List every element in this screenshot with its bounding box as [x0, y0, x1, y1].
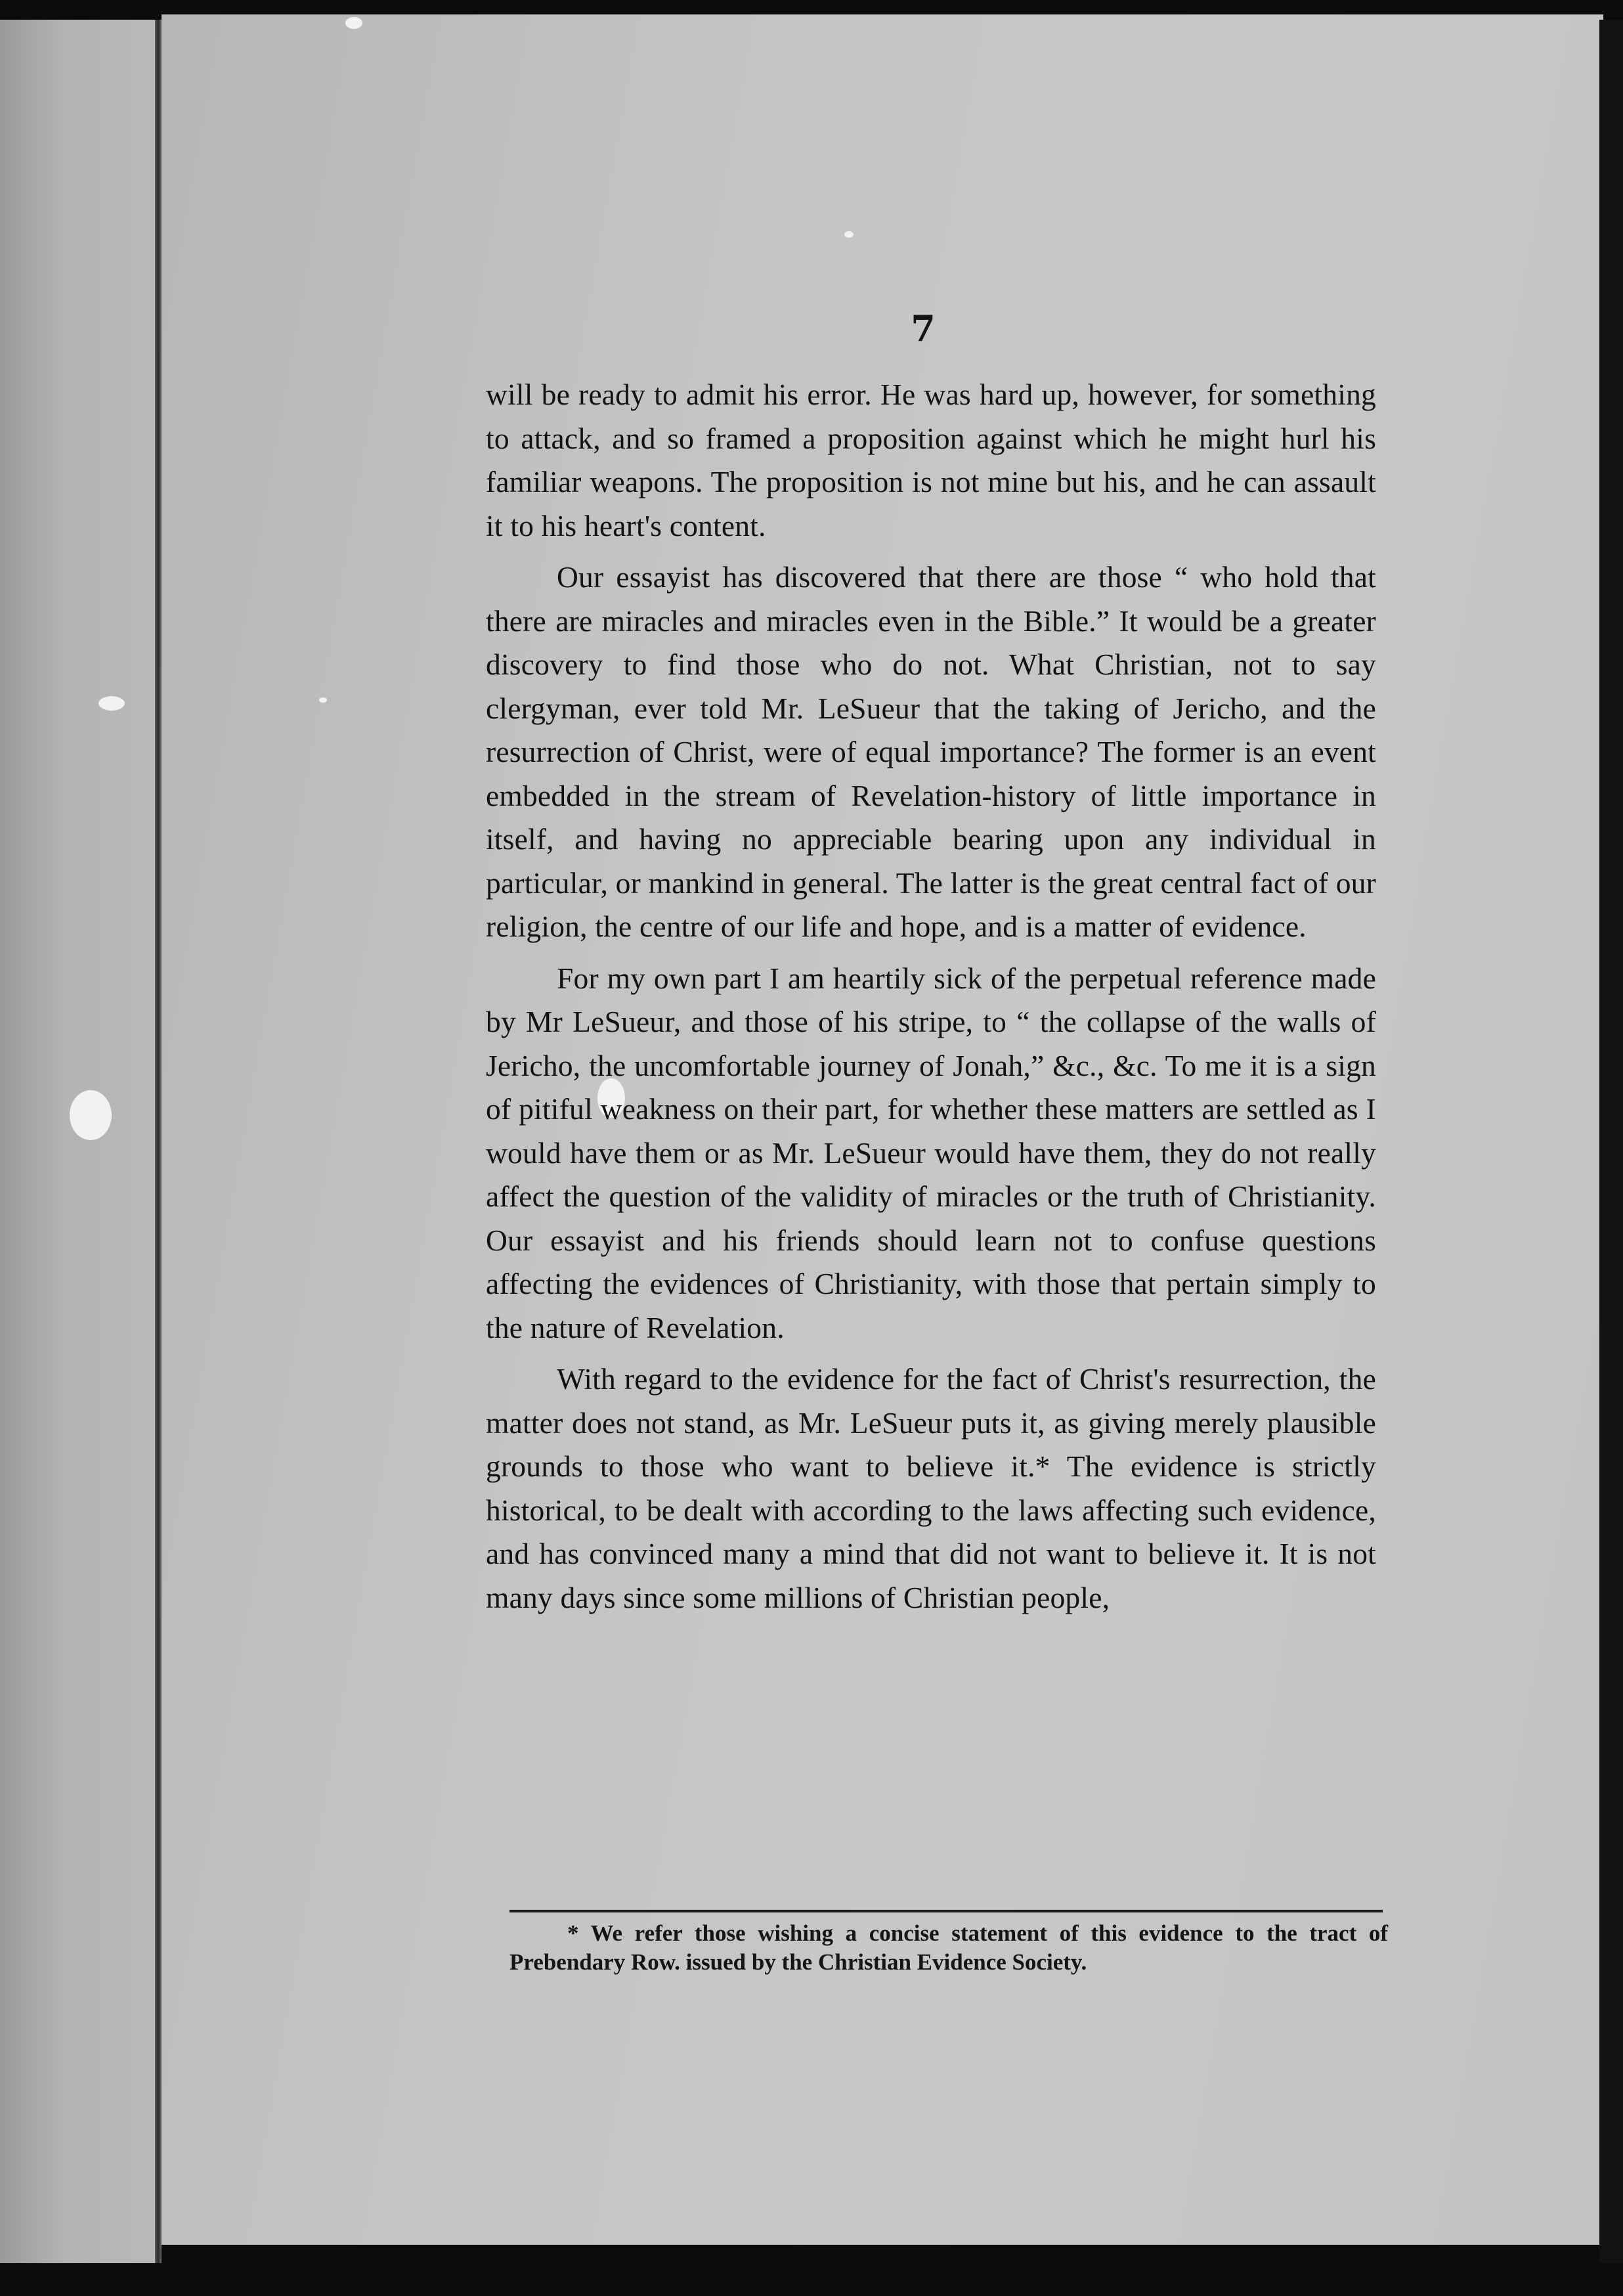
page-gutter	[155, 20, 162, 2266]
page-edge-shadow	[1599, 20, 1623, 2279]
scan-speck	[844, 231, 854, 238]
scan-speck	[345, 17, 362, 29]
paragraph: With regard to the evidence for the fact of Christ's resurrection, the matter does not stand, as Mr. LeSueur puts it, as giving merely plausible grounds to those who want to believe it.* The evidence is strictly historical, to be dealt with according to the laws affecting such evidence, and has convinced many a mind that did not want to believe it. It is not many days since some millions of Christian people,	[486, 1362, 1376, 1614]
paragraph: For my own part I am heartily sick of the perpetual reference made by Mr LeSueur, and those of his stripe, to “ the collapse of the walls of Jericho, the uncomfortable journey of Jonah,” &c., &c. To me it is a sign of pitiful weakness on their part, for whether these matters are settled as I would have them or as Mr. LeSueur would have them, they do not really affect the question of the validity of miracles or the truth of Christianity. Our essayist and his friends should learn not to confuse questions affecting the evidences of Christianity, with those that pertain simply to the nature of Revelation.	[486, 961, 1376, 1344]
scan-speck	[70, 1090, 112, 1140]
body-text	[486, 373, 1376, 1620]
page-number: 7	[911, 307, 936, 349]
scan-speck	[319, 697, 327, 703]
scan-bottom-edge	[0, 2263, 1623, 2296]
footnote: * We refer those wishing a concise statement of this evidence to the tract of Prebendary Row. issued by the Christian Evidence Society.	[509, 1920, 1388, 1975]
paragraph: will be ready to admit his error. He was hard up, however, for something to attack, and so framed a proposition against which he might hurl his familiar weapons. The proposition is not mine but his, and he can assault it to his heart's content.	[486, 378, 1376, 542]
paragraph: Our essayist has discovered that there are those “ who hold that there are miracles and miracles even in the Bible.” It would be a greater discovery to find those who do not. What Christian, not to say clergyman, ever told Mr. LeSueur that the taking of Jericho, and the resurrection of Christ, were of equal importance? The former is an event embedded in the stream of Revelation-history of little importance in itself, and having no appreciable bearing upon any individual in particular, or mankind in general. The latter is the great central fact of our religion, the centre of our life and hope, and is a matter of evidence.	[486, 560, 1376, 943]
footnote-rule	[509, 1910, 1383, 1912]
facing-page	[0, 20, 158, 2266]
scan-speck	[98, 696, 125, 711]
